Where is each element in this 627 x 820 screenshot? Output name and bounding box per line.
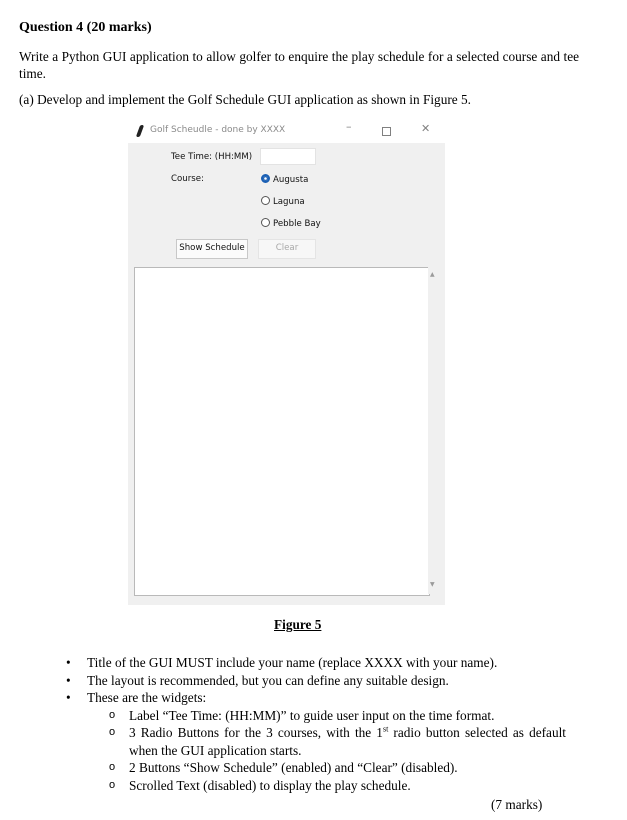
window-titlebar [128,119,445,143]
radio-label: Laguna [273,197,305,207]
question-intro: Write a Python GUI application to allow golfer to enquire the play schedule for a selected course and tee time. [19,49,579,81]
radio-selected-icon [261,174,270,183]
sub-bullet-marker: o [109,726,116,738]
figure-caption: Figure 5 [274,617,322,632]
scroll-down-icon[interactable]: ▼ [430,581,435,588]
requirements-list [66,654,566,794]
radio-augusta[interactable] [261,174,308,185]
radio-label: Augusta [273,175,309,185]
sub-bullet-marker: o [109,761,116,773]
marks-label: (7 marks) [491,797,543,812]
sub-item [66,777,566,795]
radio-unselected-icon [261,218,270,227]
tee-time-label: Tee Time: (HH:MM) [171,152,253,162]
bullet-item: • These are the widgets: [66,689,566,707]
minimize-button[interactable]: – [346,120,352,133]
bullet-item: • Title of the GUI MUST include your name (replace XXXX with your name). [66,654,566,672]
course-label: Course: [171,174,204,184]
sub-bullet-marker: o [109,778,116,791]
sub-item-text: Scrolled Text (disabled) to display the play schedule. [129,777,411,793]
bullet-item: • The layout is recommended, but you can define any suitable design. [66,672,566,690]
part-a-instruction: (a) Develop and implement the Golf Schedule GUI application as shown in Figure 5. [19,92,471,107]
schedule-scrolled-text[interactable] [134,267,430,596]
radio-unselected-icon [261,196,270,205]
show-schedule-button[interactable]: Show Schedule [176,239,248,259]
sub-bullet-marker: o [109,708,116,721]
scroll-up-icon[interactable]: ▲ [430,271,435,278]
radio-pebble-bay[interactable] [261,218,321,229]
golf-schedule-window [128,119,445,605]
feather-icon [136,125,144,137]
clear-button[interactable]: Clear [258,239,316,259]
maximize-button[interactable] [382,127,391,136]
sub-item-text: 2 Buttons “Show Schedule” (enabled) and “Clear” (disabled). [129,760,458,775]
radio-label: Pebble Bay [273,219,321,229]
question-title: Question 4 (20 marks) [19,20,152,35]
sub-item-text: 3 Radio Buttons for the 3 courses, with the 1 [129,725,383,740]
sub-item [66,759,566,777]
scrollbar[interactable] [428,267,438,594]
sub-item-text: radio button selected as default when the GUI application starts. [129,725,566,758]
close-button[interactable]: ✕ [421,122,431,135]
window-title: Golf Scheudle - done by XXXX [150,125,286,135]
sub-item-text: Label “Tee Time: (HH:MM)” to guide user input on the time format. [129,707,495,723]
tee-time-input[interactable] [260,148,316,165]
sub-item [66,724,566,759]
sub-item [66,707,566,725]
radio-laguna[interactable] [261,196,305,207]
superscript: st [382,724,389,734]
